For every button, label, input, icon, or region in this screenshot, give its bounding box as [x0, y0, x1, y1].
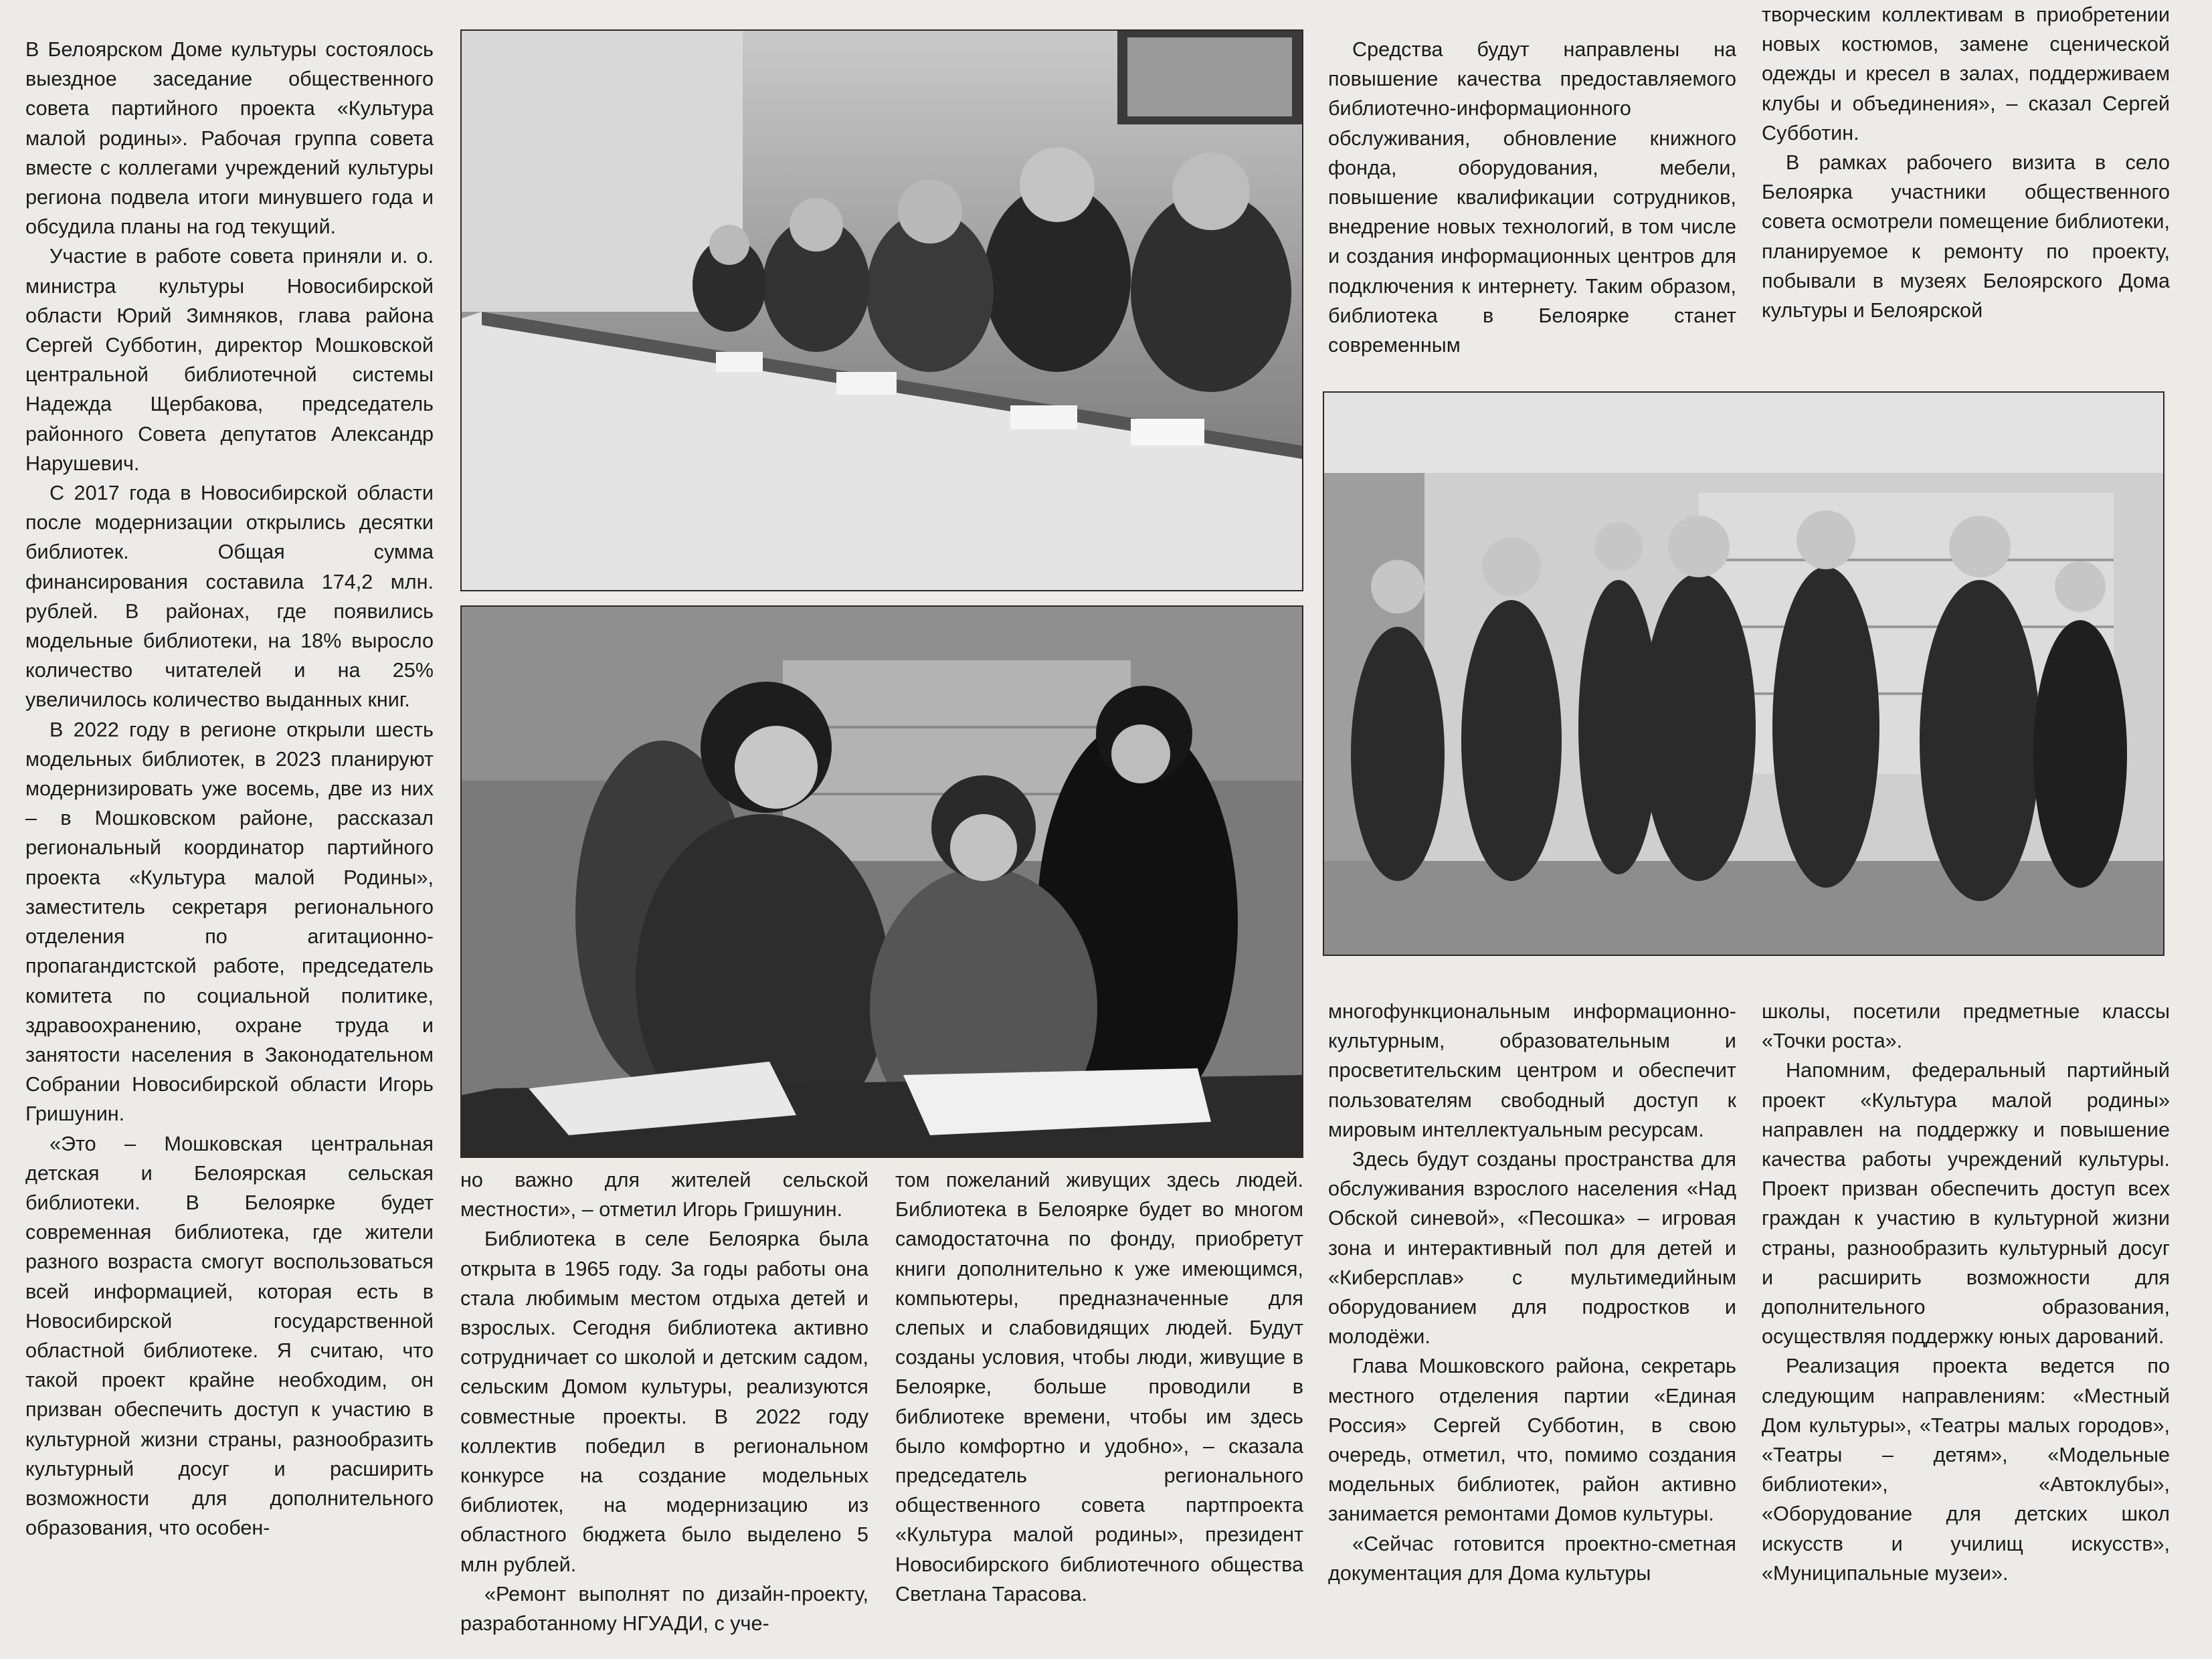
article-column-1 — [25, 35, 434, 1659]
paragraph: школы, посетили предметные классы «Точки роста». — [1762, 1000, 2170, 1053]
article-column-3 — [895, 1165, 1303, 1659]
paragraph: творческим коллективам в приобретении новых костюмов, замене сценической одежды и кресел в залах, поддерживаем клубы и объединения», – сказал Сергей Субботин. — [1762, 3, 2170, 144]
paragraph: Реализация проекта ведется по следующим направлениям: «Местный Дом культуры», «Театры малых городов», «Театры – детям», «Модельные библиотеки», «Автоклубы», «Оборудование для детских школ искусств и училищ искусств», «Муниципальные музеи». — [1762, 1355, 2170, 1585]
article-column-4-top — [1328, 35, 1736, 363]
photo-library-visitors — [460, 605, 1303, 1158]
photo-council-meeting — [460, 29, 1303, 591]
paragraph: В 2022 году в регионе открыли шесть модельных библиотек, в 2023 планируют модернизировать уже восемь, две из них – в Мошковском районе, рассказал региональный координатор партийного проекта «Культура малой Родины», заместитель секретаря регионального отделения по агитационно-пропагандистской работе, председатель комитета по социальной политике, здравоохранению, охране труда и занятости населения в Законодательном Собрании Новосибирской области Игорь Гришунин. — [25, 718, 434, 1126]
paragraph: Участие в работе совета приняли и. о. министра культуры Новосибирской области Юрий Зимняков, глава района Сергей Субботин, директор Мошковской центральной библиотечной системы Надежда Щербакова, председатель районного Совета депутатов Александр Нарушевич. — [25, 245, 434, 475]
photo-library-room-visit — [1323, 391, 2164, 956]
paragraph: В рамках рабочего визита в село Белоярка участники общественного совета осмотрели помещение библиотеки, планируемое к ремонту по проекту, побывали в музеях Белоярского Дома культуры и Белоярской — [1762, 151, 2170, 322]
paragraph: «Ремонт выполнят по дизайн-проекту, разработанному НГУАДИ, с уче- — [460, 1582, 868, 1636]
article-column-5-top — [1762, 0, 2170, 363]
paragraph: Глава Мошковского района, секретарь местного отделения партии «Единая Россия» Сергей Субботин, в свою очередь, отметил, что, помимо создания модельных библиотек, район активно занимается ремонтами Домов культуры. — [1328, 1355, 1736, 1526]
paragraph: В Белоярском Доме культуры состоялось выездное заседание общественного совета партийного проекта «Культура малой родины». Рабочая группа совета вместе с коллегами учреждений культуры региона подвела итоги минувшего года и обсудила планы на год текущий. — [25, 38, 434, 239]
paragraph: Библиотека в селе Белоярка была открыта в 1965 году. За годы работы она стала любимым местом отдыха детей и взрослых. Сегодня библиотека активно сотрудничает со школой и детским садом, сельским Домом культуры, реализуются совместные проекты. В 2022 году коллектив победил в региональном конкурсе на создание модельных библиотек, на модернизацию из областного бюджета было выделено 5 млн рублей. — [460, 1228, 868, 1576]
paragraph: том пожеланий живущих здесь людей. Библиотека в Белоярке будет во многом самодостаточна по фонду, приобретут книги дополнительно к уже имеющимся, компьютеры, предназначенные для слепых и слабовидящих людей. Будут созданы условия, чтобы люди, живущие в Белоярке, больше проводили в библиотеке времени, чтобы им здесь было комфортно и удобно», – сказала председатель регионального общественного совета партпроекта «Культура малой родины», президент Новосибирского библиотечного общества Светлана Тарасова. — [895, 1169, 1303, 1605]
paragraph: «Это – Мошковская центральная детская и Белоярская сельская библиотеки. В Белоярке будет современная библиотека, где жители разного возраста смогут воспользоваться всей информацией, которая есть в Новосибирской государственной областной библиотеке. Я считаю, что такой проект крайне необходим, он призван обеспечить доступ к участию в культурной жизни страны, разнообразить культурный досуг и расширить возможности для дополнительного образования, что особен- — [25, 1132, 434, 1540]
paragraph: «Сейчас готовится проектно-сметная документация для Дома культуры — [1328, 1532, 1736, 1585]
paragraph: многофункциональным информационно-культурным, образовательным и просветительским центром и обеспечит пользователям свободный доступ к мировым интеллектуальным ресурсам. — [1328, 1000, 1736, 1141]
paragraph: Здесь будут созданы пространства для обслуживания взрослого населения «Над Обской синевой», «Песошка» – игровая зона и интерактивный пол для детей и «Киберсплав» с мультимедийным оборудованием для подростков и молодёжи. — [1328, 1148, 1736, 1349]
paragraph: Средства будут направлены на повышение качества предоставляемого библиотечно-информационного обслуживания, обновление книжного фонда, оборудования, мебели, повышение квалификации сотрудников, внедрение новых технологий, в том числе и создания информационных центров для подключения к интернету. Таким образом, библиотека в Белоярке станет современным — [1328, 38, 1736, 357]
paragraph: Напомним, федеральный партийный проект «Культура малой родины» направлен на поддержку и повышение качества работы учреждений культуры. Проект призван обеспечить доступ всех граждан к участию в культурной жизни страны, разнообразить культурный досуг и расширить возможности для дополнительного образования, осуществляя поддержку юных дарований. — [1762, 1059, 2170, 1349]
paragraph: С 2017 года в Новосибирской области после модернизации открылись десятки библиотек. Общая сумма финансирования составила 174,2 млн. рублей. В районах, где появились модельные библиотеки, на 18% выросло количество читателей и на 25% увеличилось количество выданных книг. — [25, 482, 434, 712]
article-column-4-bottom — [1328, 997, 1736, 1659]
article-column-2 — [460, 1165, 868, 1659]
article-column-5-bottom — [1762, 997, 2170, 1659]
paragraph: но важно для жителей сельской местности», – отметил Игорь Гришунин. — [460, 1169, 868, 1222]
